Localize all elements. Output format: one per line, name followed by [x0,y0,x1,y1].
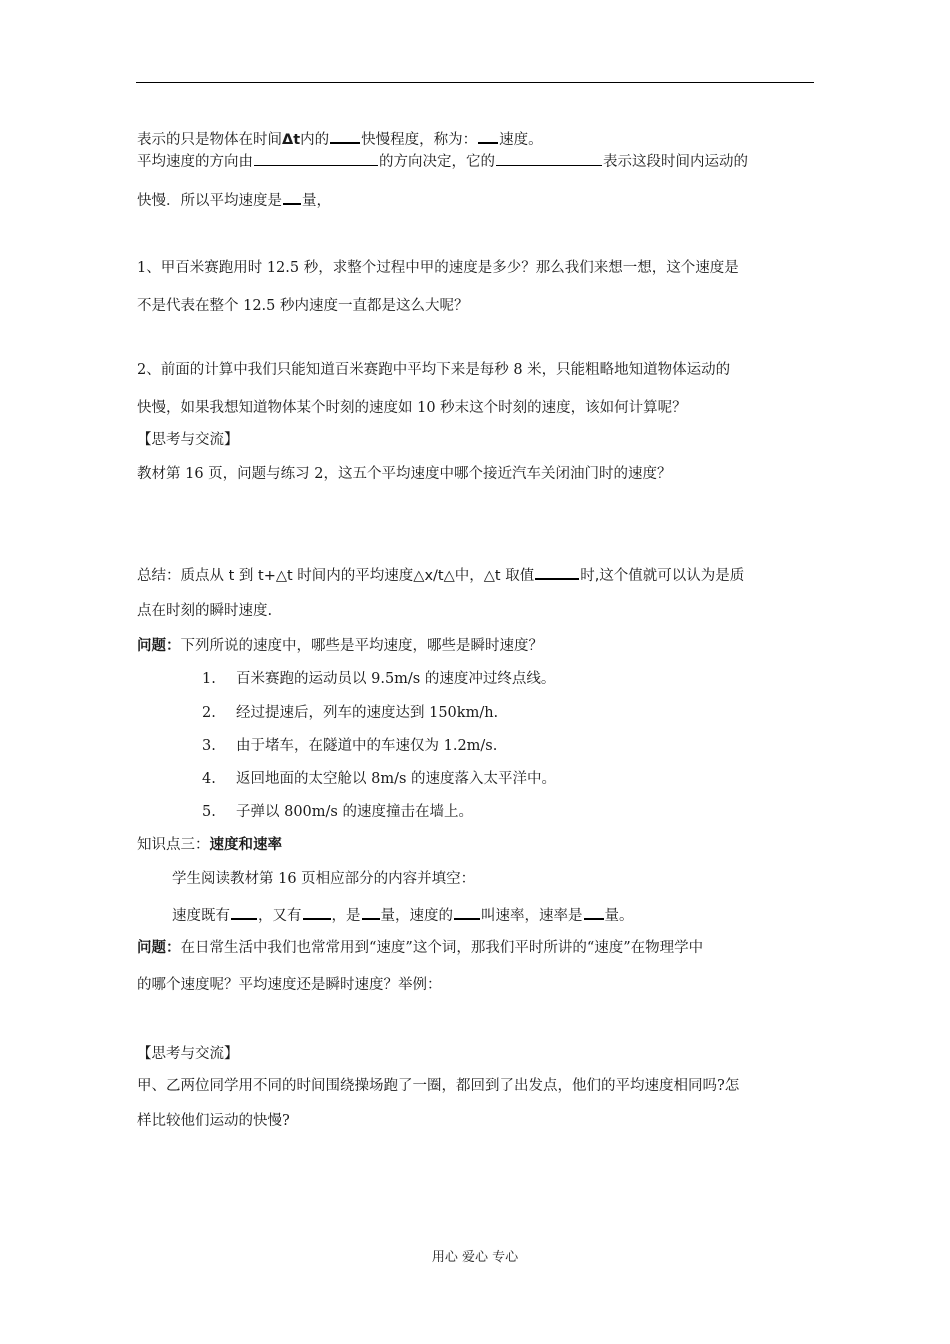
knowledge3-heading [137,834,282,856]
question-label: 问题： [137,638,181,654]
q1-line-2: 不是代表在整个 12.5 秒内速度一直都是这么大呢？ [137,298,469,314]
intro-line-1 [137,127,543,151]
list-number: 1. [202,671,216,687]
think1-text: 教材第 16 页，问题与练习 2，这五个平均速度中哪个接近汽车关闭油门时的速度？ [137,466,672,482]
section-title: 速度和速率 [209,837,282,853]
text: 知识点三： [137,837,210,853]
knowledge3-read: 学生阅读教材第 16 页相应部分的内容并填空： [172,871,476,887]
list-item [202,668,555,690]
list-text: 返回地面的太空舱以 8m/s 的速度落入太平洋中。 [236,771,557,787]
question-label: 问题： [137,940,181,956]
text: 快慢．所以平均速度是 [137,193,282,209]
list-text: 由于堵车，在隧道中的车速仅为 1.2m/s. [236,738,498,754]
fill-blank[interactable] [362,903,380,920]
text: ，又有 [258,908,302,924]
text: ，是 [331,908,361,924]
list-number: 5. [202,804,216,820]
fill-blank[interactable] [535,563,579,580]
header-rule [136,82,814,83]
list-item [202,768,556,790]
fill-blank[interactable] [231,903,257,920]
summary-line-1 [137,563,744,587]
list-item [202,801,473,823]
list-text: 百米赛跑的运动员以 9.5m/s 的速度冲过终点线。 [236,671,556,687]
fill-blank[interactable] [496,150,602,166]
text: 的方向决定，它的 [379,154,495,170]
text: 量。 [604,908,634,924]
summary-line-2: 点在时刻的瞬时速度. [137,603,273,619]
text: 时,这个值就可以认为是质 [580,568,745,584]
think1-heading: 【思考与交流】 [137,432,239,448]
delta-t: Δt [282,132,301,148]
text: 表示这段时间内运动的 [603,154,748,170]
list-item [202,735,497,757]
list-item [202,702,498,724]
text: 速度既有 [172,908,230,924]
question2-line-2: 的哪个速度呢？平均速度还是瞬时速度？举例： [137,977,442,993]
text: 平均速度的方向由 [137,154,253,170]
fill-blank[interactable] [454,903,480,920]
list-number: 2. [202,705,216,721]
text: 表示的只是物体在时间 [137,132,282,148]
fill-blank[interactable] [283,188,301,205]
text: 在日常生活中我们也常常用到“速度”这个词，那我们平时所讲的“速度”在物理学中 [180,940,704,956]
fill-blank[interactable] [330,127,360,144]
think2-line-1: 甲、乙两位同学用不同的时间围绕操场跑了一圈，都回到了出发点，他们的平均速度相同吗?怎 [137,1078,740,1094]
fill-blank[interactable] [478,127,498,144]
q1-line-1: 1、甲百米赛跑用时 12.5 秒，求整个过程中甲的速度是多少？那么我们来想一想，这个速度是 [137,260,739,276]
fill-blank[interactable] [254,150,378,166]
text: 量，速度的 [380,908,453,924]
knowledge3-fill [172,903,634,927]
q2-line-2: 快慢，如果我想知道物体某个时刻的速度如 10 秒末这个时刻的速度，该如何计算呢？ [137,400,687,416]
question2-line-1 [137,937,703,959]
text: 叫速率，速率是 [481,908,583,924]
question1-line [137,635,543,657]
fill-blank[interactable] [303,903,331,920]
page-footer: 用心 爱心 专心 [431,1250,519,1265]
list-text: 经过提速后，列车的速度达到 150km/h. [236,705,499,721]
list-number: 4. [202,771,216,787]
q2-line-1: 2、前面的计算中我们只能知道百米赛跑中平均下来是每秒 8 米，只能粗略地知道物体运动的 [137,362,731,378]
intro-line-3 [137,188,331,212]
list-text: 子弹以 800m/s 的速度撞击在墙上。 [236,804,473,820]
text: 快慢程度，称为： [361,132,478,148]
list-number: 3. [202,738,216,754]
fill-blank[interactable] [584,903,604,920]
text: 下列所说的速度中，哪些是平均速度，哪些是瞬时速度？ [180,638,543,654]
text: 速度。 [499,132,543,148]
text: 量， [302,193,331,209]
think2-line-2: 样比较他们运动的快慢? [137,1113,290,1129]
intro-line-2 [137,150,748,173]
think2-heading: 【思考与交流】 [137,1046,239,1062]
text: 内的 [300,132,330,148]
text: 总结：质点从 t 到 t+△t 时间内的平均速度△x/t△中，△t 取值 [137,568,535,584]
